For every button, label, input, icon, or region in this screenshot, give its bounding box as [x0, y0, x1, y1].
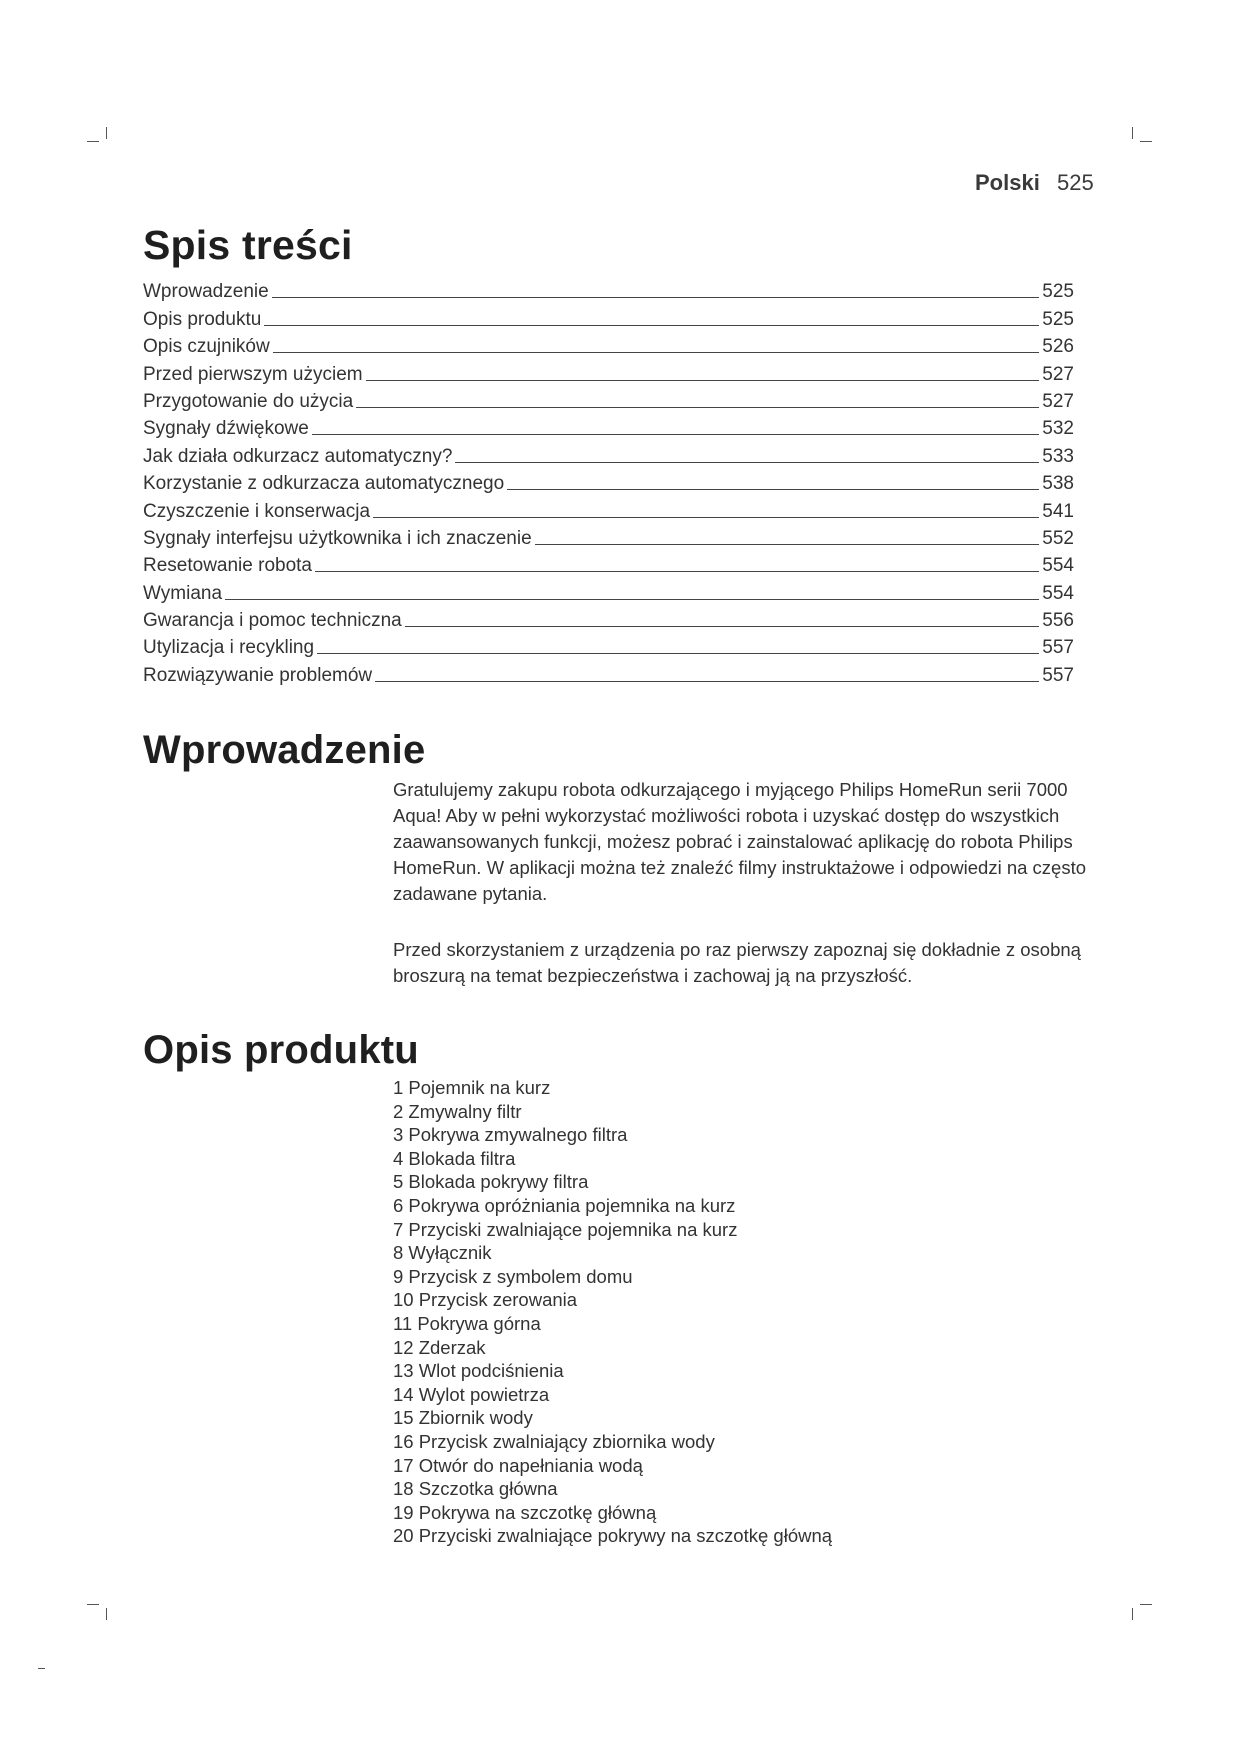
- toc-entry-page: 526: [1042, 336, 1074, 358]
- intro-paragraph: Gratulujemy zakupu robota odkurzającego i myjącego Philips HomeRun serii 7000 Aqua! Aby w pełni wykorzystać możliwości robota i uzyskać dostęp do wszystkich zaawansowanych funkcji, możesz pobrać i zainstalować aplikację do robota Philips HomeRun. W aplikacji można też znaleźć filmy instruktażowe i odpowiedzi na często zadawane pytania.: [393, 779, 1087, 904]
- crop-mark-top-left-h: [87, 141, 99, 142]
- toc-entry-label: Jak działa odkurzacz automatyczny?: [143, 445, 453, 467]
- toc-leader-line: [273, 352, 1040, 353]
- table-of-contents: [143, 276, 1074, 687]
- intro-body: [393, 777, 1093, 1019]
- toc-entry-page: 525: [1042, 281, 1074, 303]
- product-part-item: 20 Przyciski zwalniające pokrywy na szczotkę główną: [393, 1525, 833, 1547]
- toc-leader-line: [312, 434, 1039, 435]
- toc-entry-label: Opis czujników: [143, 336, 270, 358]
- toc-entry: [143, 632, 1074, 659]
- toc-leader-line: [366, 380, 1040, 381]
- toc-leader-line: [264, 325, 1039, 326]
- toc-entry-page: 525: [1042, 308, 1074, 330]
- toc-leader-line: [225, 599, 1039, 600]
- toc-leader-line: [356, 407, 1039, 408]
- toc-entry: [143, 276, 1074, 303]
- crop-mark-bottom-right-v: [1132, 1608, 1133, 1620]
- product-part-item: 16 Przycisk zwalniający zbiornika wody: [393, 1430, 715, 1452]
- toc-entry-label: Przygotowanie do użycia: [143, 390, 354, 412]
- toc-entry-label: Przed pierwszym użyciem: [143, 363, 363, 385]
- toc-entry-page: 541: [1042, 500, 1074, 522]
- product-part-item: 1 Pojemnik na kurz: [393, 1077, 551, 1098]
- toc-entry-label: Sygnały dźwiękowe: [143, 418, 309, 440]
- toc-leader-line: [375, 681, 1039, 682]
- toc-entry-page: 527: [1042, 390, 1074, 412]
- product-parts-list: [393, 1076, 832, 1548]
- product-part-item: 9 Przycisk z symbolem domu: [393, 1265, 633, 1287]
- toc-leader-line: [507, 489, 1039, 490]
- toc-entry-label: Gwarancja i pomoc techniczna: [143, 610, 402, 632]
- crop-mark-foot-left: [38, 1668, 45, 1669]
- toc-entry-page: 554: [1042, 582, 1074, 604]
- toc-entry-label: Sygnały interfejsu użytkownika i ich znaczenie: [143, 527, 532, 549]
- toc-entry-page: 538: [1042, 473, 1074, 495]
- crop-mark-bottom-right-h: [1140, 1604, 1152, 1605]
- product-part-item: 7 Przyciski zwalniające pojemnika na kurz: [393, 1218, 738, 1240]
- toc-entry: [143, 303, 1074, 330]
- toc-entry-page: 554: [1042, 555, 1074, 577]
- header-page-number: 525: [1057, 170, 1094, 195]
- toc-leader-line: [535, 544, 1040, 545]
- toc-entry: [143, 413, 1074, 440]
- product-part-item: 15 Zbiornik wody: [393, 1407, 533, 1429]
- toc-entry: [143, 331, 1074, 358]
- toc-entry-label: Korzystanie z odkurzacza automatycznego: [143, 473, 505, 495]
- toc-leader-line: [373, 517, 1039, 518]
- crop-mark-top-left-v: [106, 127, 107, 139]
- toc-entry-page: 527: [1042, 363, 1074, 385]
- toc-entry: [143, 659, 1074, 686]
- toc-leader-line: [455, 462, 1039, 463]
- toc-entry: [143, 605, 1074, 632]
- toc-leader-line: [405, 626, 1040, 627]
- toc-leader-line: [272, 297, 1040, 298]
- crop-mark-top-right-v: [1132, 127, 1133, 139]
- toc-entry: [143, 468, 1074, 495]
- toc-entry-label: Opis produktu: [143, 308, 262, 330]
- toc-entry-label: Wprowadzenie: [143, 281, 269, 303]
- crop-mark-bottom-left-v: [106, 1608, 107, 1620]
- toc-entry-label: Utylizacja i recykling: [143, 637, 315, 659]
- product-part-item: 19 Pokrywa na szczotkę główną: [393, 1501, 657, 1523]
- toc-entry: [143, 440, 1074, 467]
- toc-entry: [143, 550, 1074, 577]
- toc-entry-label: Wymiana: [143, 582, 223, 604]
- toc-entry: [143, 495, 1074, 522]
- toc-leader-line: [317, 653, 1039, 654]
- toc-entry-page: 532: [1042, 418, 1074, 440]
- toc-entry-page: 557: [1042, 637, 1074, 659]
- product-part-item: 17 Otwór do napełniania wodą: [393, 1454, 643, 1476]
- crop-mark-top-right-h: [1140, 141, 1152, 142]
- product-part-item: 18 Szczotka główna: [393, 1478, 558, 1500]
- product-part-item: 5 Blokada pokrywy filtra: [393, 1171, 589, 1193]
- product-part-item: 8 Wyłącznik: [393, 1242, 492, 1264]
- product-part-item: 3 Pokrywa zmywalnego filtra: [393, 1124, 628, 1146]
- toc-leader-line: [315, 571, 1039, 572]
- toc-entry: [143, 577, 1074, 604]
- header-language: Polski: [975, 170, 1040, 195]
- toc-entry-label: Rozwiązywanie problemów: [143, 664, 373, 686]
- toc-entry-page: 533: [1042, 445, 1074, 467]
- toc-entry-page: 557: [1042, 664, 1074, 686]
- toc-entry-page: 556: [1042, 610, 1074, 632]
- product-part-item: 12 Zderzak: [393, 1336, 486, 1358]
- toc-entry-page: 552: [1042, 527, 1074, 549]
- toc-entry-label: Czyszczenie i konserwacja: [143, 500, 371, 522]
- product-part-item: 2 Zmywalny filtr: [393, 1100, 522, 1122]
- product-part-item: 6 Pokrywa opróżniania pojemnika na kurz: [393, 1194, 736, 1216]
- intro-paragraph: Przed skorzystaniem z urządzenia po raz pierwszy zapoznaj się dokładnie z osobną broszurą na temat bezpieczeństwa i zachowaj ją na przyszłość.: [393, 939, 1081, 986]
- product-part-item: 11 Pokrywa górna: [393, 1312, 541, 1334]
- product-part-item: 10 Przycisk zerowania: [393, 1289, 578, 1311]
- product-part-item: 14 Wylot powietrza: [393, 1383, 550, 1405]
- toc-title: Spis treści: [143, 222, 353, 268]
- toc-entry-label: Resetowanie robota: [143, 555, 312, 577]
- product-part-item: 13 Wlot podciśnienia: [393, 1360, 564, 1382]
- crop-mark-bottom-left-h: [87, 1604, 99, 1605]
- toc-entry: [143, 523, 1074, 550]
- toc-entry: [143, 358, 1074, 385]
- intro-title: Wprowadzenie: [143, 728, 426, 772]
- product-part-item: 4 Blokada filtra: [393, 1147, 516, 1169]
- toc-entry: [143, 386, 1074, 413]
- product-title: Opis produktu: [143, 1028, 419, 1072]
